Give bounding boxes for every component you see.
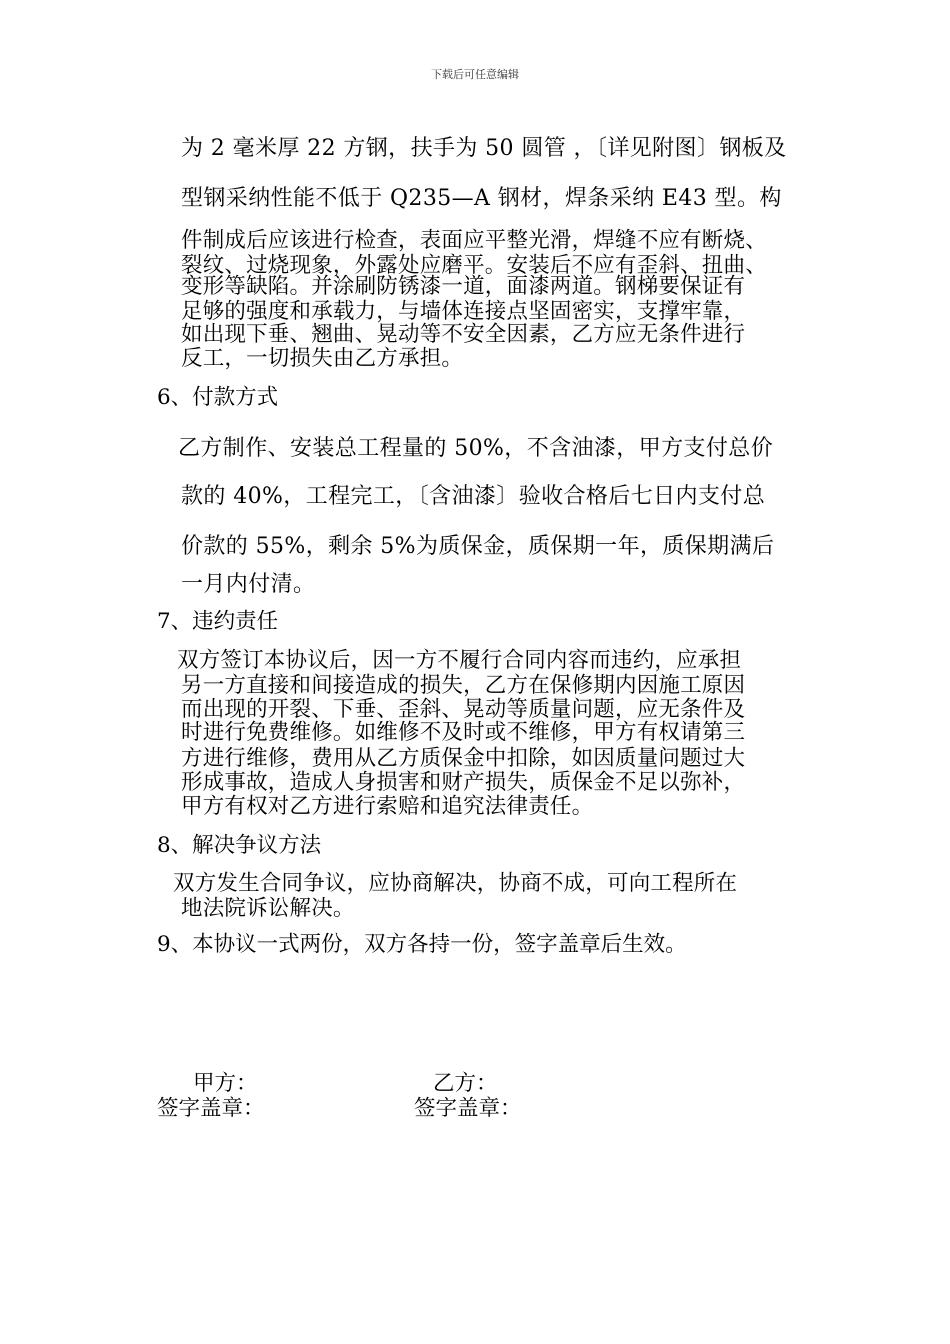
section-9-heading: 9、本协议一式两份，双方各持一份，签字盖章后生效。 — [157, 932, 687, 957]
party-b-label: 乙方： — [433, 1071, 498, 1096]
section-7-line-1: 双方签订本协议后，因一方不履行合同内容而违约，应承担 — [177, 648, 742, 673]
intro-line-5: 变形等缺陷。并涂刷防锈漆一道，面漆两道。钢梯要保证有 — [181, 274, 746, 299]
section-7-line-4: 时进行免费维修。如维修不及时或不维修，甲方有权请第三 — [181, 720, 746, 745]
section-6-line-4: 一月内付清。 — [181, 572, 316, 597]
party-a-seal-label: 签字盖章： — [157, 1096, 265, 1121]
intro-line-7: 如出现下垂、翘曲、晃动等不安全因素，乙方应无条件进行 — [181, 322, 746, 347]
intro-line-3: 件制成后应该进行检查，表面应平整光滑，焊缝不应有断烧、 — [181, 228, 767, 253]
party-a-label: 甲方： — [193, 1071, 258, 1096]
section-7-line-3: 而出现的开裂、下垂、歪斜、晃动等质量问题，应无条件及 — [181, 697, 746, 722]
section-7-line-2: 另一方直接和间接造成的损失，乙方在保修期内因施工原因 — [181, 673, 746, 698]
section-7-line-7: 甲方有权对乙方进行索赔和追究法律责任。 — [181, 794, 594, 819]
intro-line-4: 裂纹、过烧现象，外露处应磨平。安装后不应有歪斜、扭曲、 — [181, 253, 767, 278]
section-6-line-2: 款的 40%，工程完工，〔含油漆〕验收合格后七日内支付总 — [181, 484, 766, 509]
section-7-heading: 7、违约责任 — [157, 609, 279, 634]
section-8-line-2: 地法院诉讼解决。 — [181, 896, 355, 921]
intro-line-6: 足够的强度和承载力，与墙体连接点坚固密实，支撑牢靠， — [181, 299, 746, 324]
section-8-heading: 8、解决争议方法 — [157, 833, 322, 858]
intro-line-1: 为 2 毫米厚 22 方钢，扶手为 50 圆管 ，〔详见附图〕钢板及 — [181, 136, 787, 161]
section-6-line-1: 乙方制作、安装总工程量的 50%，不含油漆，甲方支付总价 — [178, 436, 774, 461]
party-b-seal-label: 签字盖章： — [414, 1096, 522, 1121]
section-6-heading: 6、付款方式 — [157, 385, 279, 410]
page-header-note: 下载后可任意编辑 — [431, 68, 519, 81]
section-7-line-5: 方进行维修，费用从乙方质保金中扣除，如因质量问题过大 — [181, 746, 746, 771]
section-8-line-1: 双方发生合同争议，应协商解决，协商不成，可向工程所在 — [173, 871, 738, 896]
intro-line-2: 型钢采纳性能不低于 Q235—A 钢材，焊条采纳 E43 型。构 — [181, 186, 782, 211]
section-6-line-3: 价款的 55%，剩余 5%为质保金，质保期一年，质保期满后 — [181, 534, 775, 559]
section-7-line-6: 形成事故，造成人身损害和财产损失，质保金不足以弥补， — [181, 770, 746, 795]
intro-line-8: 反工，一切损失由乙方承担。 — [181, 346, 464, 371]
